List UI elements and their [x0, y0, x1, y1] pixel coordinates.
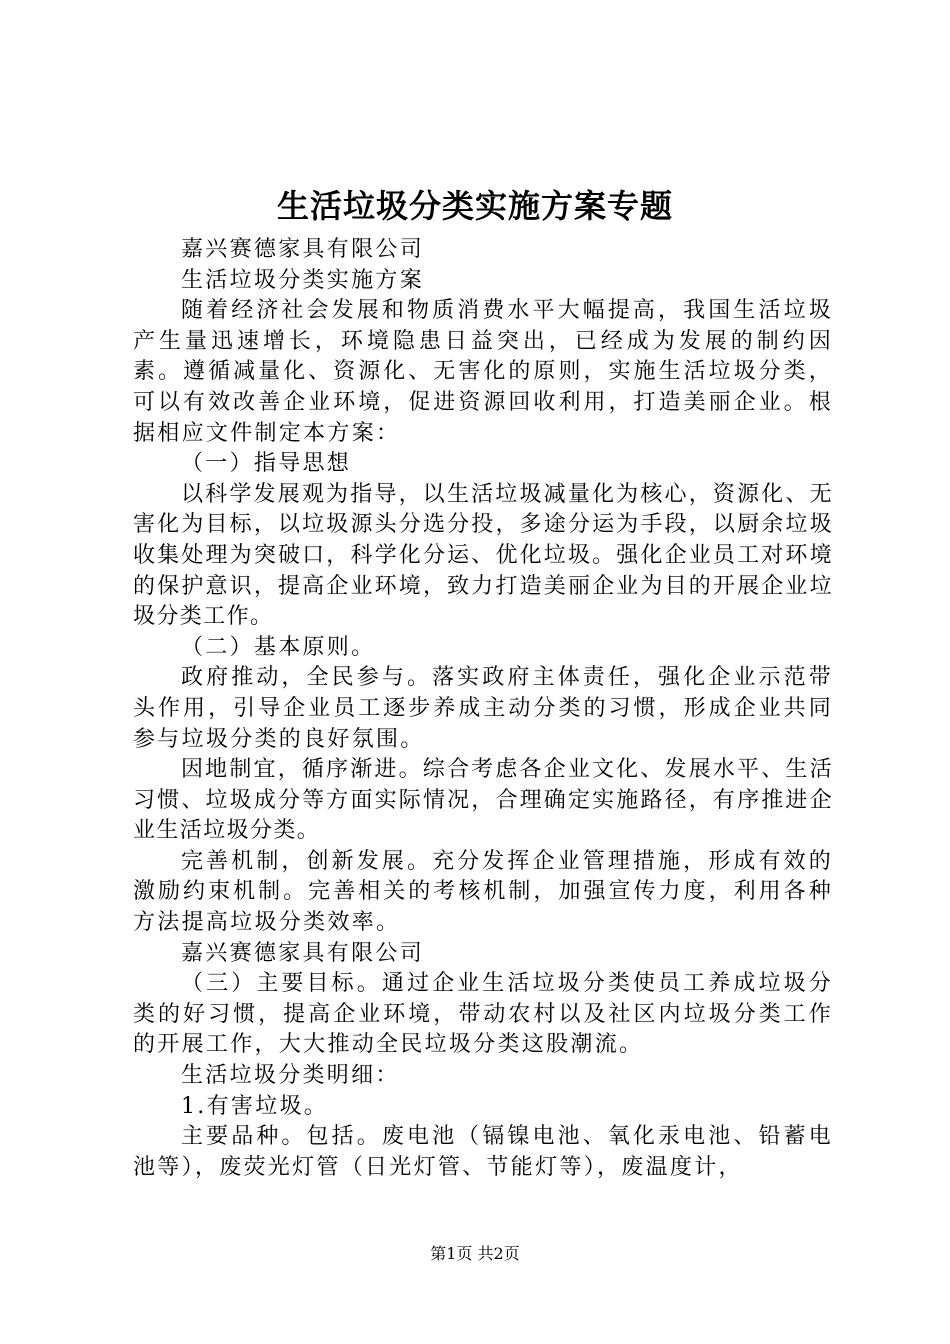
plan-name-line: 生活垃圾分类实施方案 — [181, 267, 425, 293]
principle-paragraph-1: 政府推动，全民参与。落实政府主体责任，强化企业示范带头作用，引导企业员工逐步养成主动分类的习惯，形成企业共同参与垃圾分类的良好氛围。 — [133, 665, 833, 752]
company-name-line-2: 嘉兴赛德家具有限公司 — [181, 940, 425, 966]
section-heading-basic-principles: （二）基本原则。 — [181, 634, 376, 660]
company-name-line: 嘉兴赛德家具有限公司 — [181, 237, 425, 262]
document-body — [133, 235, 833, 1183]
hazardous-waste-heading: 1.有害垃圾。 — [181, 1093, 329, 1119]
page-footer: 第1页 共2页 — [430, 1244, 520, 1263]
section-heading-guiding-ideology: （一）指导思想 — [181, 451, 352, 477]
hazardous-waste-items-paragraph: 主要品种。包括。废电池（镉镍电池、氧化汞电池、铅蓄电池等），废荧光灯管（日光灯管、节能灯等），废温度计， — [133, 1124, 833, 1180]
intro-paragraph: 随着经济社会发展和物质消费水平大幅提高，我国生活垃圾产生量迅速增长，环境隐患日益突出，已经成为发展的制约因素。遵循减量化、资源化、无害化的原则，实施生活垃圾分类，可以有效改善企业环境，促进资源回收利用，打造美丽企业。根据相应文件制定本方案： — [133, 298, 833, 446]
principle-paragraph-3: 完善机制，创新发展。充分发挥企业管理措施，形成有效的激励约束机制。完善相关的考核机制，加强宣传力度，利用各种方法提高垃圾分类效率。 — [133, 848, 833, 936]
guiding-ideology-paragraph: 以科学发展观为指导，以生活垃圾减量化为核心，资源化、无害化为目标，以垃圾源头分选分投，多途分运为手段，以厨余垃圾收集处理为突破口，科学化分运、优化垃圾。强化企业员工对环境的保护意识，提高企业环境，致力打造美丽企业为目的开展企业垃圾分类工作。 — [133, 481, 833, 630]
main-goals-paragraph: （三）主要目标。通过企业生活垃圾分类使员工养成垃圾分类的好习惯，提高企业环境，带动农村以及社区内垃圾分类工作的开展工作，大大推动全民垃圾分类这股潮流。 — [133, 971, 833, 1058]
principle-paragraph-2: 因地制宜，循序渐进。综合考虑各企业文化、发展水平、生活习惯、垃圾成分等方面实际情况，合理确定实施路径，有序推进企业生活垃圾分类。 — [133, 757, 833, 844]
classification-detail-heading: 生活垃圾分类明细： — [181, 1063, 400, 1089]
document-title: 生活垃圾分类实施方案专题 — [276, 187, 673, 225]
